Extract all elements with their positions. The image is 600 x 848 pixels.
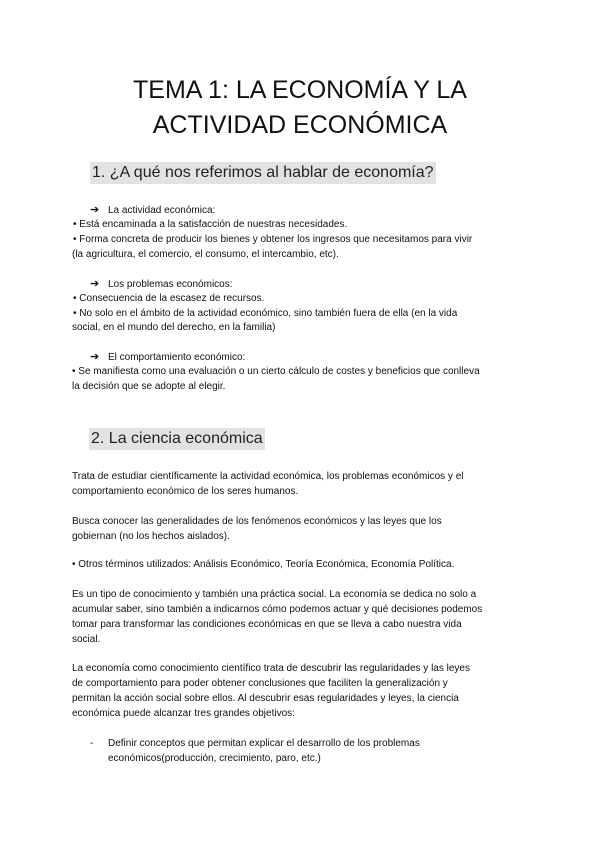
comportamiento-bullet-1-cont: la decisión que se adopte al elegir. [72,381,226,392]
arrow-icon: ➔ [90,278,100,290]
paragraph-5-line-1: La economía como conocimiento científico trata de descubrir las regularidades y las leyes [72,663,470,674]
comportamiento-bullet-1: • Se manifiesta como una evaluación o un cierto cálculo de costes y beneficios que conlleva [72,366,480,377]
paragraph-5-line-2: de comportamiento para poder obtener conclusiones que faciliten la generalización y [72,678,448,689]
list-dash-marker: - [90,738,94,749]
document-title-line-1: TEMA 1: LA ECONOMÍA Y LA [133,76,467,104]
actividad-bullet-1: • Está encaminada a la satisfacción de nuestras necesidades. [73,219,348,230]
paragraph-4-line-1: Es un tipo de conocimiento y también una práctica social. La economía se dedica no solo a [72,589,477,600]
paragraph-4-line-3: tomar para transformar las condiciones económicas en que se lleva a cabo nuestra vida [72,619,462,630]
list-item-1-line-2: económicos(producción, crecimiento, paro, etc.) [108,753,321,764]
comportamiento-label: El comportamiento económico: [108,352,246,363]
paragraph-5-line-3: permitan la acción social sobre ellos. Al descubrir esas regularidades y leyes, la ciencia [72,693,459,704]
problemas-label: Los problemas económicos: [108,279,233,290]
comportamiento-item [90,350,245,365]
problemas-bullet-1: • Consecuencia de la escasez de recursos. [73,293,265,304]
section-1-heading: 1. ¿A qué nos referimos al hablar de economía? [90,162,436,184]
paragraph-4-line-4: social. [72,634,101,645]
document-title-line-2: ACTIVIDAD ECONÓMICA [152,111,448,139]
paragraph-1-line-2: comportamiento económico de los seres humanos. [72,486,299,497]
actividad-bullet-2-cont: (la agricultura, el comercio, el consumo, el intercambio, etc). [72,249,339,260]
actividad-label: La actividad económica: [108,205,216,216]
problemas-bullet-2: • No solo en el ámbito de la actividad económico, sino también fuera de ella (en la vida [73,308,458,319]
paragraph-5-line-4: económica puede alcanzar tres grandes objetivos: [72,708,295,719]
arrow-icon: ➔ [90,204,100,216]
arrow-icon: ➔ [90,351,100,363]
paragraph-2-line-2: gobiernan (no los hechos aislados). [72,531,230,542]
actividad-bullet-2: • Forma concreta de producir los bienes y obtener los ingresos que necesitamos para vivir [73,234,473,245]
problemas-bullet-2-cont: social, en el mundo del derecho, en la familia) [72,322,276,333]
actividad-item [90,203,215,218]
paragraph-3-line-1: • Otros términos utilizados: Análisis Económico, Teoría Económica, Economía Política. [72,559,455,570]
problemas-item [90,277,233,292]
list-item-1-line-1: Definir conceptos que permitan explicar el desarrollo de los problemas [108,738,420,749]
paragraph-4-line-2: acumular saber, sino también a indicarnos cómo podemos actuar y qué decisiones podemos [72,604,483,615]
paragraph-2-line-1: Busca conocer las generalidades de los fenómenos económicos y las leyes que los [72,516,442,527]
paragraph-1-line-1: Trata de estudiar científicamente la actividad económica, los problemas económicos y el [72,471,464,482]
section-2-heading: 2. La ciencia económica [89,428,265,450]
